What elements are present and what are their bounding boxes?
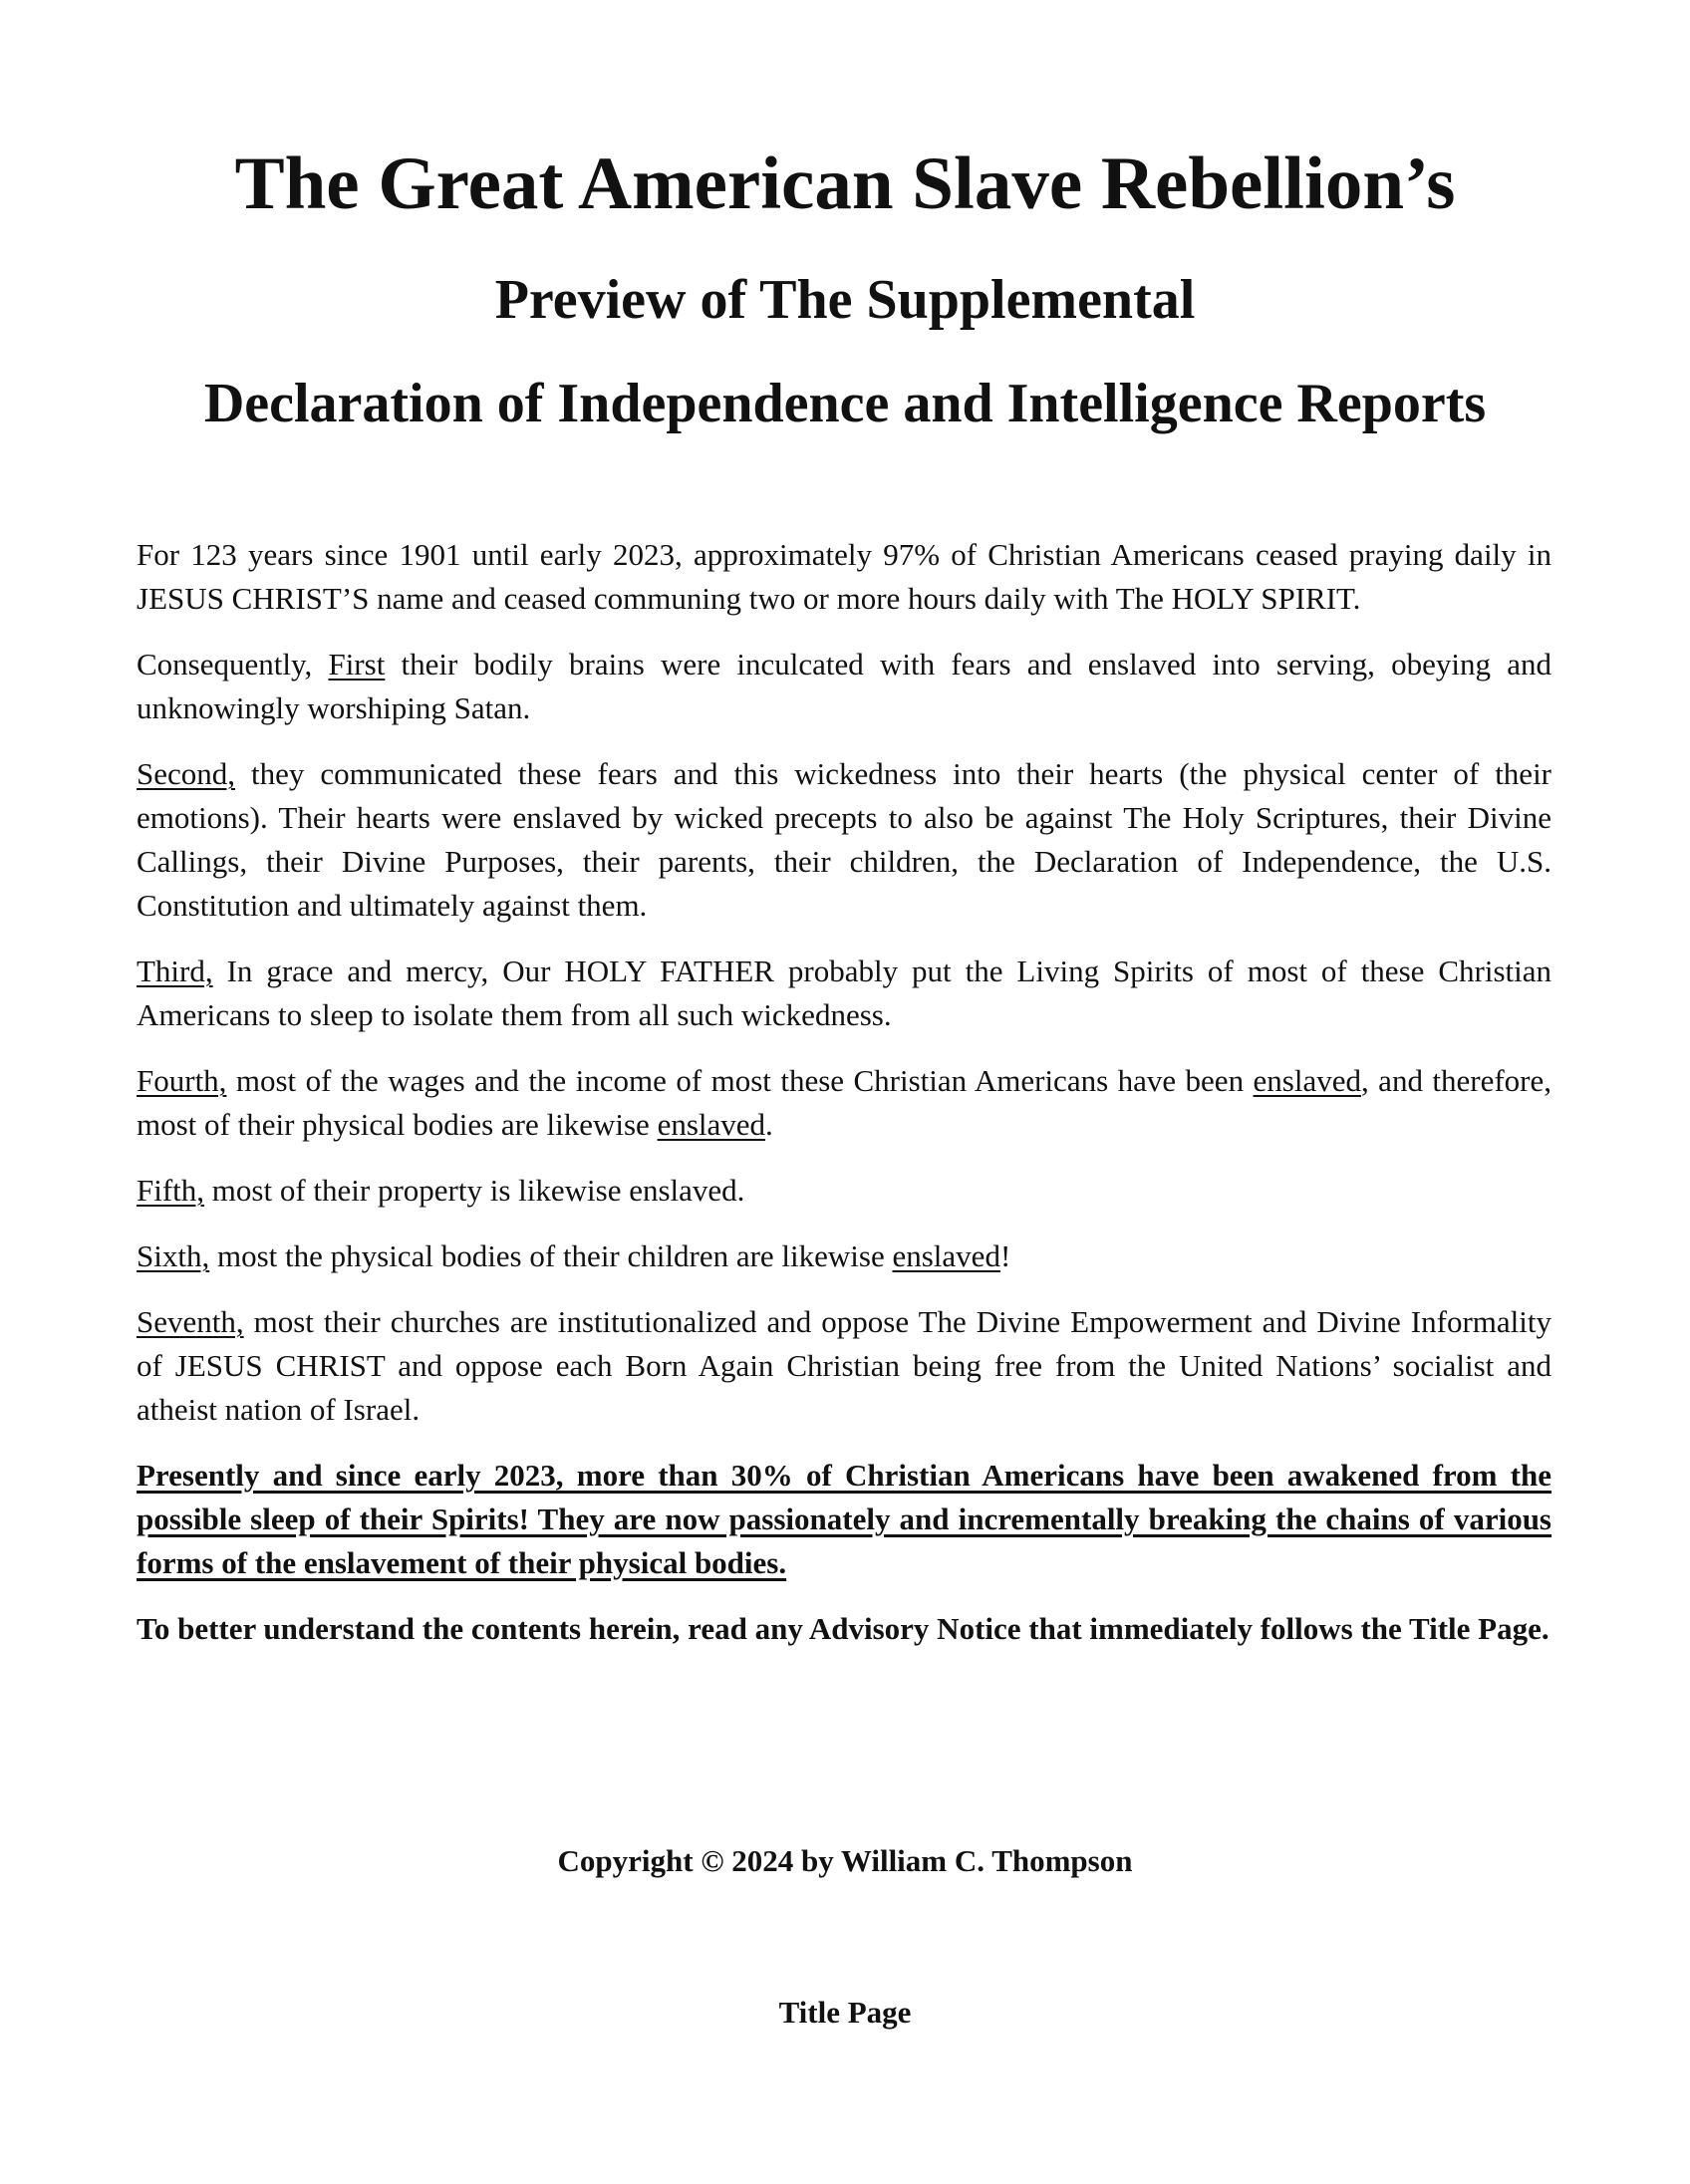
underlined-word: enslaved: [657, 1107, 766, 1142]
paragraph-third: [137, 950, 1551, 1037]
subtitle-line-2: Declaration of Independence and Intelligence Reports: [203, 373, 1487, 434]
paragraph-advisory: To better understand the contents herein, read any Advisory Notice that immediately follows the Title Page.: [137, 1611, 1549, 1646]
label-first: First: [328, 647, 386, 682]
label-second: Second,: [137, 756, 236, 791]
paragraph-presently: Presently and since early 2023, more than 30% of Christian Americans have been awakened from the possible sleep of their Spirits! They are now passionately and incrementally breaking the chains of various forms of the enslavement of their physical bodies.: [137, 1458, 1551, 1580]
label-fourth: Fourth,: [137, 1063, 227, 1098]
paragraph-prefix: Consequently,: [137, 647, 329, 682]
underlined-word: enslaved: [1253, 1063, 1361, 1098]
underlined-word: enslaved: [892, 1238, 1000, 1273]
paragraph-text: most of their property is likewise enslaved.: [204, 1173, 745, 1208]
paragraph-text: .: [765, 1107, 773, 1142]
paragraph-seventh: [137, 1300, 1551, 1432]
paragraph-text: their bodily brains were inculcated with fears and enslaved into serving, obeying and unknowingly worshiping Satan.: [137, 647, 1551, 725]
body-text: [137, 533, 1551, 1673]
paragraph-text: most the physical bodies of their children are likewise: [209, 1238, 893, 1273]
paragraph-fifth: [137, 1169, 1551, 1213]
paragraph-fourth: [137, 1059, 1551, 1147]
paragraph-text: In grace and mercy, Our HOLY FATHER probably put the Living Spirits of most of these Christian Americans to sleep to isolate them from all such wickedness.: [137, 954, 1551, 1032]
paragraph-text: !: [999, 1238, 1011, 1273]
paragraph-text: most their churches are institutionalized and oppose The Divine Empowerment and Divine Informality of JESUS CHRIST and oppose each Born Again Christian being free from the United Nations’ socialist and atheist nation of Israel.: [137, 1304, 1551, 1427]
page-footer-label: Title Page: [778, 1995, 912, 2030]
paragraph-second: [137, 752, 1551, 928]
paragraph-sixth: [137, 1234, 1551, 1278]
label-seventh: Seventh,: [137, 1304, 244, 1339]
paragraph-text: most of the wages and the income of most these Christian Americans have been: [226, 1063, 1254, 1098]
copyright-notice: Copyright © 2024 by William C. Thompson: [557, 1843, 1133, 1878]
label-fifth: Fifth,: [137, 1173, 205, 1208]
label-sixth: Sixth,: [137, 1238, 210, 1273]
paragraph-text: they communicated these fears and this wickedness into their hearts (the physical center of their emotions). Their hearts were enslaved by wicked precepts to also be against The Holy Scriptures, their Divine Callings, their Divine Purposes, their parents, their children, the Declaration of Independence, the U.S. Constitution and ultimately against them.: [137, 756, 1551, 923]
paragraph-first: [137, 643, 1551, 730]
paragraph-text: , and therefore, most of their physical bodies are likewise: [137, 1063, 1551, 1142]
subtitle-line-1: Preview of The Supplemental: [494, 269, 1196, 331]
label-third: Third,: [137, 954, 213, 988]
paragraph-intro: For 123 years since 1901 until early 2023, approximately 97% of Christian Americans ceased praying daily in JESUS CHRIST’S name and ceased communing two or more hours daily with The HOLY SPIRIT.: [137, 537, 1551, 616]
document-title: The Great American Slave Rebellion’s: [234, 142, 1456, 225]
